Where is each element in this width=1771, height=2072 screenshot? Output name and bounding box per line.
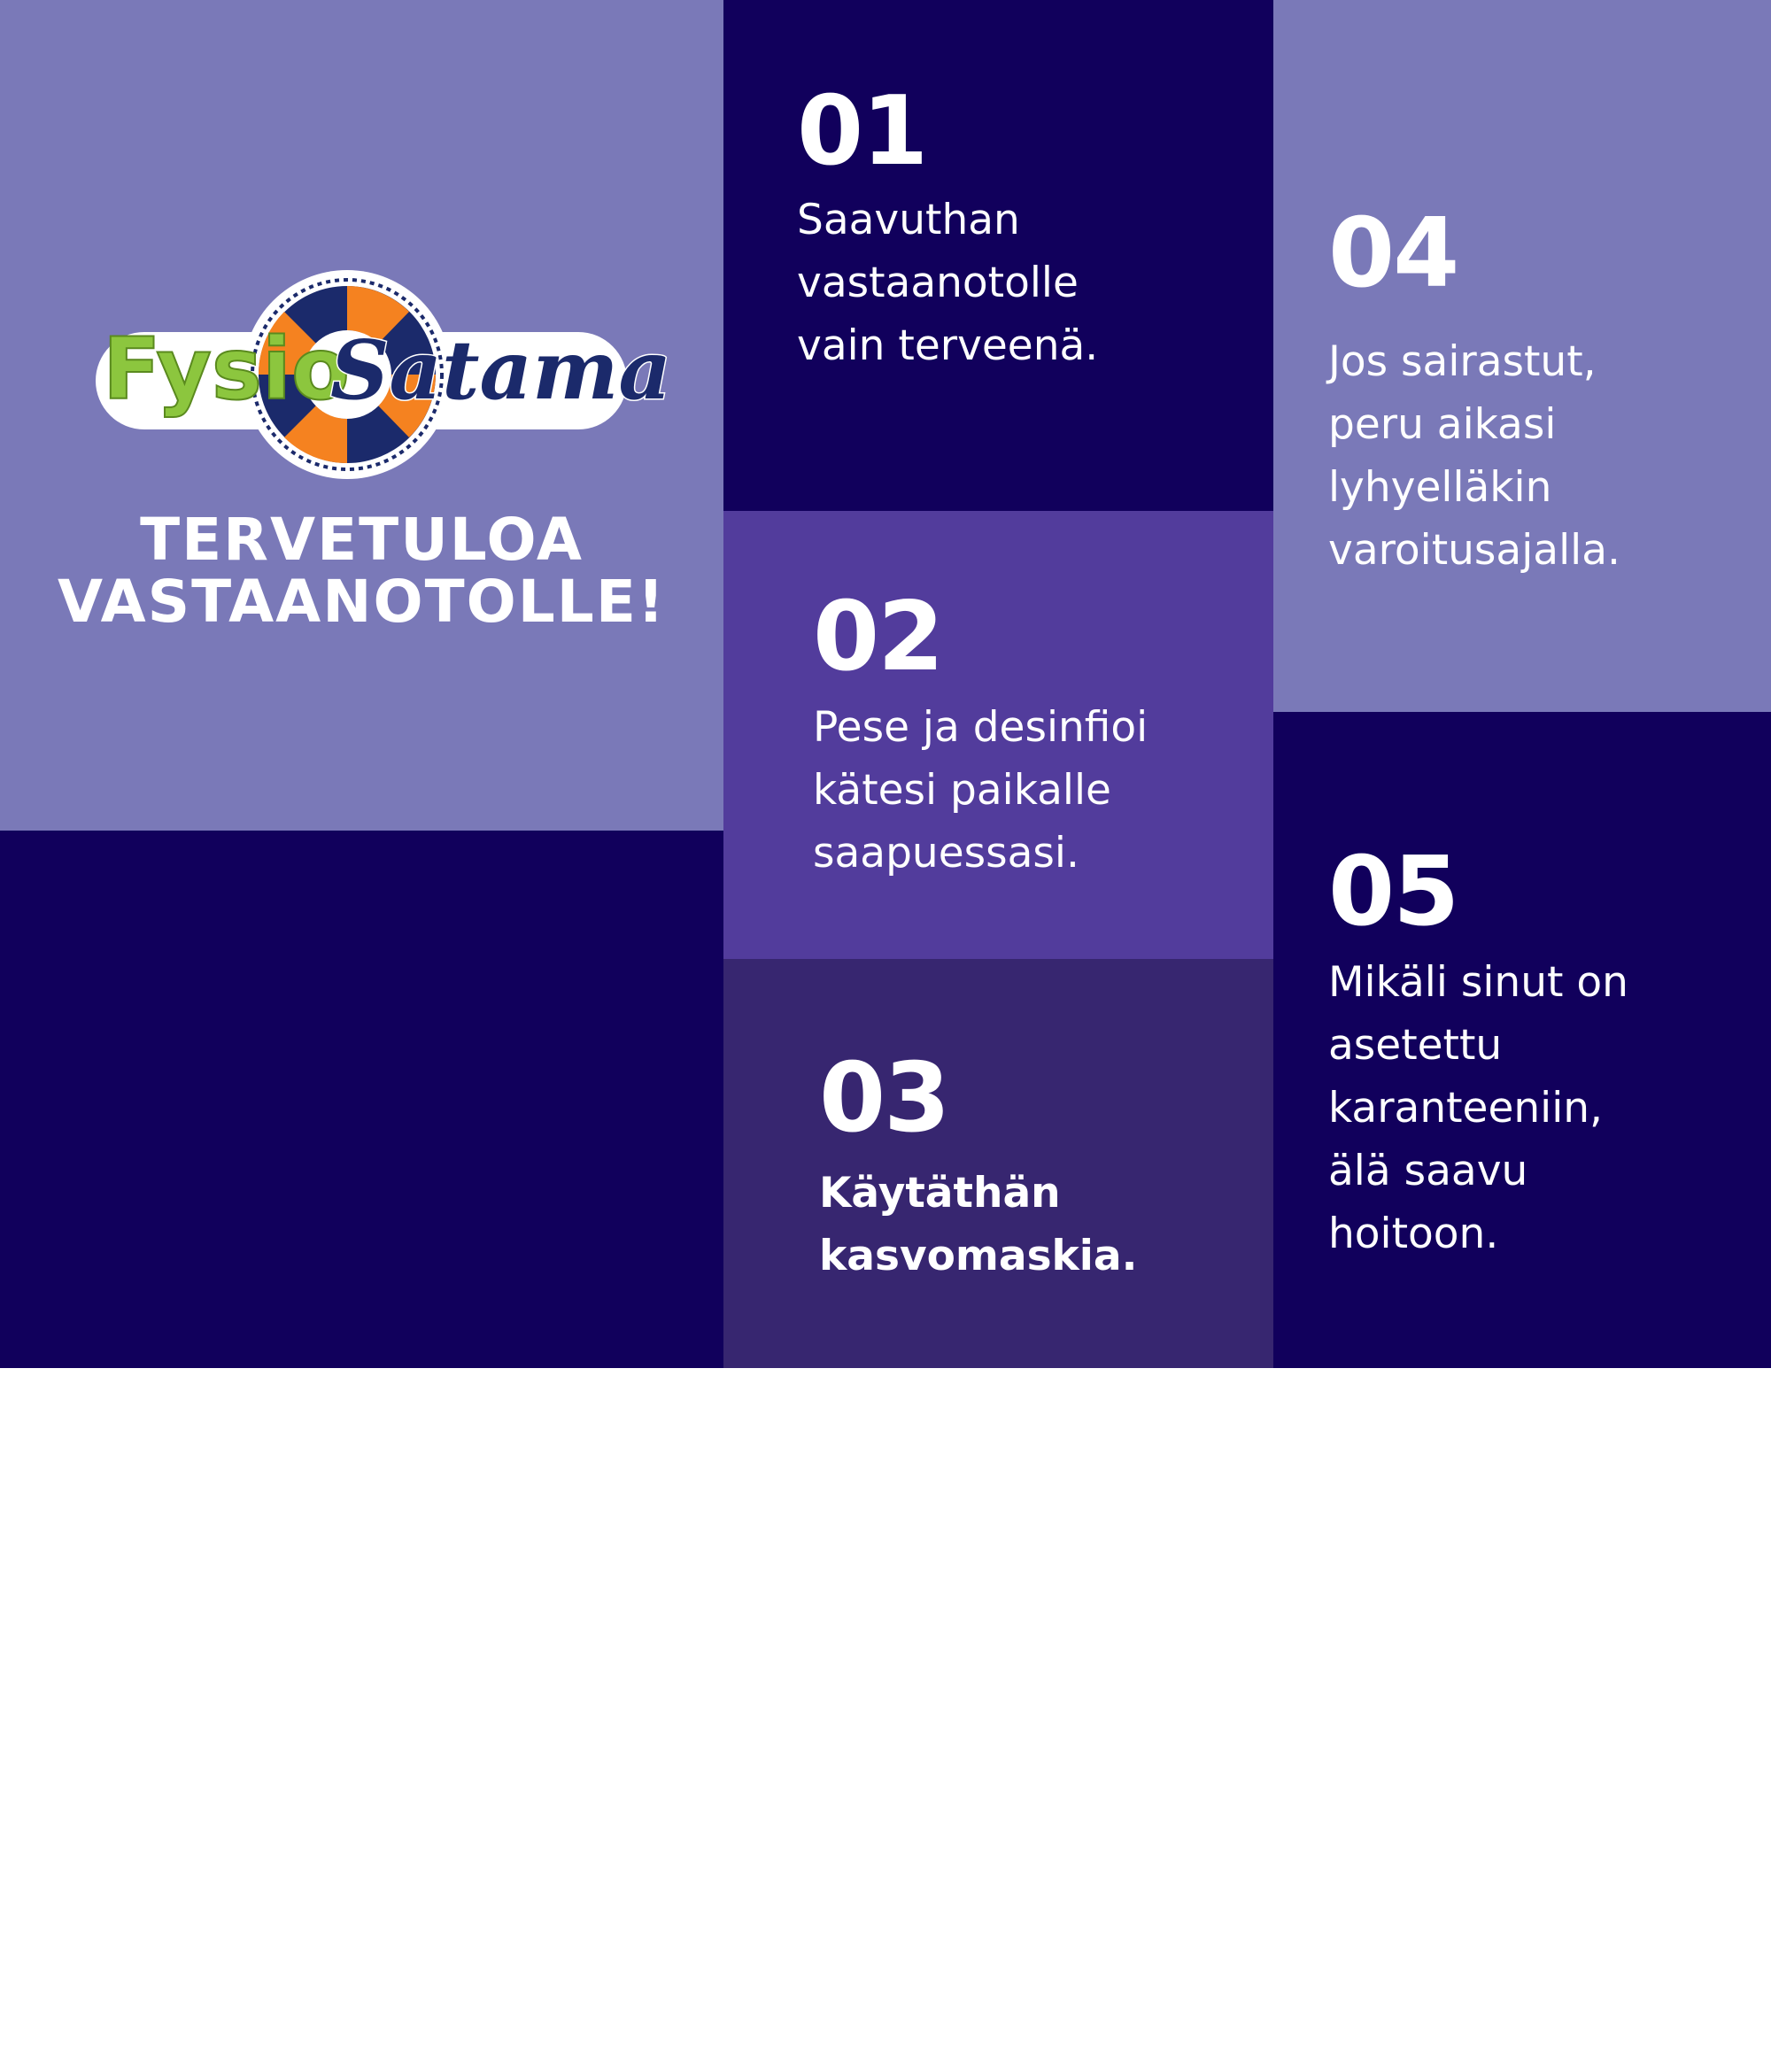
step-text-line: kätesi paikalle [813, 766, 1111, 815]
steps-note-line: NÄILLÄ ASKELILLA [121, 1795, 596, 1846]
step-text-line: karanteeniin, [1328, 1084, 1603, 1133]
logo-text-satama: Satama [330, 322, 672, 418]
step-text [819, 1162, 1137, 1287]
step-number: 02 [813, 582, 943, 692]
step-text-line: kasvomaskia. [819, 1232, 1138, 1280]
steps-note-panel [0, 831, 723, 2061]
steps-note-line: PIDÄMME ITSEMME [121, 1867, 616, 1918]
welcome-title-line: VASTAANOTOLLE! [57, 568, 667, 636]
step-text-line: älä saavu [1328, 1147, 1528, 1195]
step-text-line: vain terveenä. [797, 321, 1099, 370]
step-text-line: Jos sairastut, [1328, 337, 1597, 386]
step-text-line: Saavuthan [797, 196, 1020, 244]
step-text-line: vastaanotolle [797, 259, 1079, 307]
steps-note-line: TERVEINÄ! [121, 2010, 397, 2061]
welcome-title-line: TERVETULOA [140, 506, 584, 574]
steps-note-line: JA TOISEMME [121, 1938, 462, 1990]
step-text [1328, 951, 1628, 1265]
step-number: 04 [1328, 198, 1458, 309]
step-01-panel [723, 0, 1273, 511]
step-03-panel [723, 959, 1273, 1368]
step-number: 03 [819, 1043, 949, 1154]
fysiosatama-logo [96, 270, 672, 483]
step-number: 01 [797, 76, 927, 187]
step-text [1328, 330, 1620, 582]
step-text-line: saapuessasi. [813, 829, 1079, 878]
step-text-line: Käytäthän [819, 1169, 1061, 1218]
step-04-panel [1273, 0, 1771, 712]
step-text-line: hoitoon. [1328, 1210, 1499, 1258]
step-02-panel [723, 511, 1273, 959]
step-text-line: lyhyelläkin [1328, 463, 1552, 512]
step-text-line: peru aikasi [1328, 400, 1557, 449]
step-text [813, 696, 1148, 885]
step-text-line: Mikäli sinut on [1328, 958, 1628, 1007]
step-text-line: varoitusajalla. [1328, 526, 1620, 575]
welcome-panel [0, 0, 723, 831]
step-text-line: Pese ja desinfioi [813, 703, 1148, 752]
step-number: 05 [1328, 837, 1458, 947]
step-text-line: asetettu [1328, 1021, 1503, 1070]
welcome-title [0, 506, 723, 636]
step-text [797, 189, 1098, 377]
logo-text-fysio: Fysio [103, 320, 350, 419]
step-05-panel [1273, 712, 1771, 1368]
steps-note [121, 1785, 615, 2072]
